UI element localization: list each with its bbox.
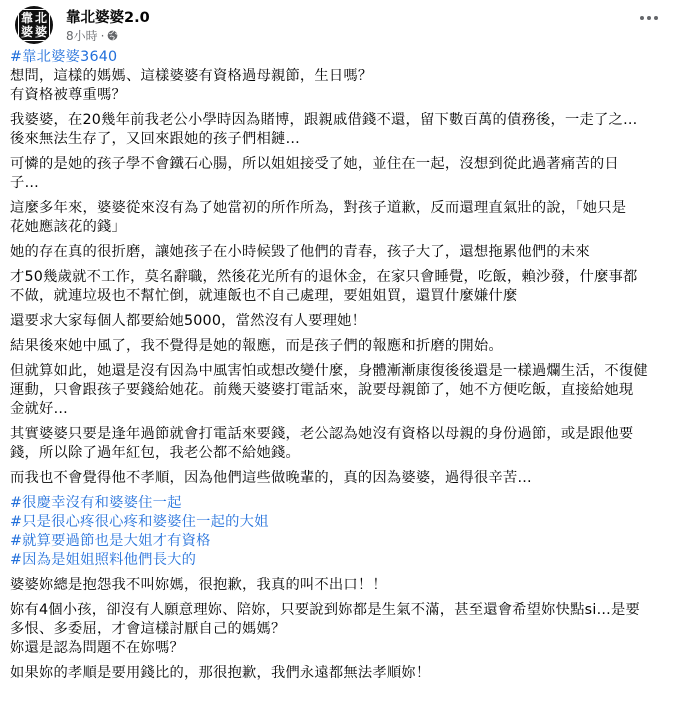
page-name-link[interactable]: 靠北婆婆2.0 [66, 10, 150, 26]
paragraph [10, 268, 663, 306]
text-line: 可憐的是她的孩子學不會鐵石心腸，所以姐姐接受了她，並住在一起，沒想到從此過著痛苦的日 [10, 156, 619, 172]
text-line: 而我也不會覺得他不孝順，因為他們這些做晚輩的，真的因為婆婆，過得很辛苦… [10, 470, 532, 486]
post-content [9, 48, 663, 683]
avatar-char: 婆 [34, 25, 47, 39]
avatar-char: 婆 [20, 25, 33, 39]
text-line: 錢，所以除了過年紅包，我老公都不給她錢。 [10, 445, 300, 461]
hashtag-link[interactable]: #很慶幸沒有和婆婆住一起 [10, 495, 182, 511]
text-line: 有資格被尊重嗎？ [10, 87, 126, 103]
more-dot [640, 16, 644, 20]
text-line: 她的存在真的很折磨，讓她孩子在小時候毀了他們的青春，孩子大了，還想拖累他們的未來 [10, 244, 590, 260]
hashtag-group [10, 494, 663, 570]
text-line: 子… [10, 175, 39, 191]
text-line: 這麼多年來，婆婆從來沒有為了她當初的所作所為，對孩子道歉，反而還理直氣壯的說，「她只是 [10, 200, 627, 216]
paragraph [10, 601, 663, 658]
more-dot [647, 16, 651, 20]
paragraph [10, 111, 663, 149]
paragraph [10, 664, 663, 683]
paragraph [10, 362, 663, 419]
paragraph [10, 469, 663, 488]
hashtag-link[interactable]: #只是很心疼很心疼和婆婆住一起的大姐 [10, 514, 269, 530]
more-options-button[interactable] [635, 8, 663, 28]
text-line: 多恨、多委屈，才會這樣討厭自己的媽媽？ [10, 621, 286, 637]
avatar-char: 靠 [20, 11, 33, 25]
post-header [9, 0, 663, 48]
paragraph [10, 576, 663, 595]
avatar-logo [18, 9, 50, 41]
text-line: 結果後來她中風了，我不覺得是她的報應，而是孩子們的報應和折磨的開始。 [10, 338, 503, 354]
text-line: 金就好… [10, 401, 68, 417]
text-line: 才50幾歲就不工作，莫名辭職，然後花光所有的退休金，在家只會睡覺，吃飯，賴沙發，什麼事都 [10, 269, 638, 285]
text-line: 妳有4個小孩，卻沒有人願意理妳、陪妳，只要說到妳都是生氣不滿，甚至還會希望妳快點si…是要 [10, 602, 640, 618]
text-line: 如果妳的孝順是要用錢比的，那很抱歉，我們永遠都無法孝順妳！ [10, 665, 431, 681]
text-line: 其實婆婆只要是逢年過節就會打電話來要錢，老公認為她沒有資格以母親的身份過節，或是跟他要 [10, 426, 634, 442]
paragraph [10, 337, 663, 356]
globe-icon [107, 30, 118, 41]
text-line: 花她應該花的錢」 [10, 219, 126, 235]
text-line: 還要求大家每個人都要給她5000，當然沒有人要理她！ [10, 313, 367, 329]
post-timestamp[interactable]: 8小時 [66, 29, 98, 43]
paragraph [10, 199, 663, 237]
avatar-char: 北 [34, 11, 47, 25]
text-line: 婆婆妳總是抱怨我不叫妳媽，很抱歉，我真的叫不出口！！ [10, 577, 387, 593]
paragraph [10, 425, 663, 463]
paragraph [10, 243, 663, 262]
paragraph [10, 312, 663, 331]
paragraph [10, 155, 663, 193]
text-line: 我婆婆，在20幾年前我老公小學時因為賭博，跟親戚借錢不還，留下數百萬的債務後，一走了之… [10, 112, 638, 128]
hashtag-link[interactable]: #靠北婆婆3640 [10, 49, 118, 65]
text-line: 但就算如此，她還是沒有因為中風害怕或想改變什麼，身體漸漸康復後後還是一樣過爛生活，不復健 [10, 363, 648, 379]
text-line: 運動，只會跟孩子要錢給她花。前幾天婆婆打電話來，說要母親節了，她不方便吃飯，直接給她現 [10, 382, 634, 398]
text-line: 妳還是認為問題不在妳嗎？ [10, 640, 184, 656]
meta-separator: · [100, 28, 105, 43]
hashtag-link[interactable]: #因為是姐姐照料他們長大的 [10, 552, 197, 568]
post-meta [66, 27, 118, 44]
hashtag-link[interactable]: #就算要過節也是大姐才有資格 [10, 533, 211, 549]
text-line: 不做，就連垃圾也不幫忙倒，就連飯也不自己處理，要姐姐買，還買什麼嫌什麼 [10, 288, 518, 304]
page-avatar[interactable] [15, 6, 53, 44]
text-line: 後來無法生存了，又回來跟她的孩子們相鏈… [10, 131, 300, 147]
paragraph [10, 67, 663, 105]
text-line: 想問，這樣的媽媽、這樣婆婆有資格過母親節，生日嗎？ [10, 68, 373, 84]
more-dot [654, 16, 658, 20]
